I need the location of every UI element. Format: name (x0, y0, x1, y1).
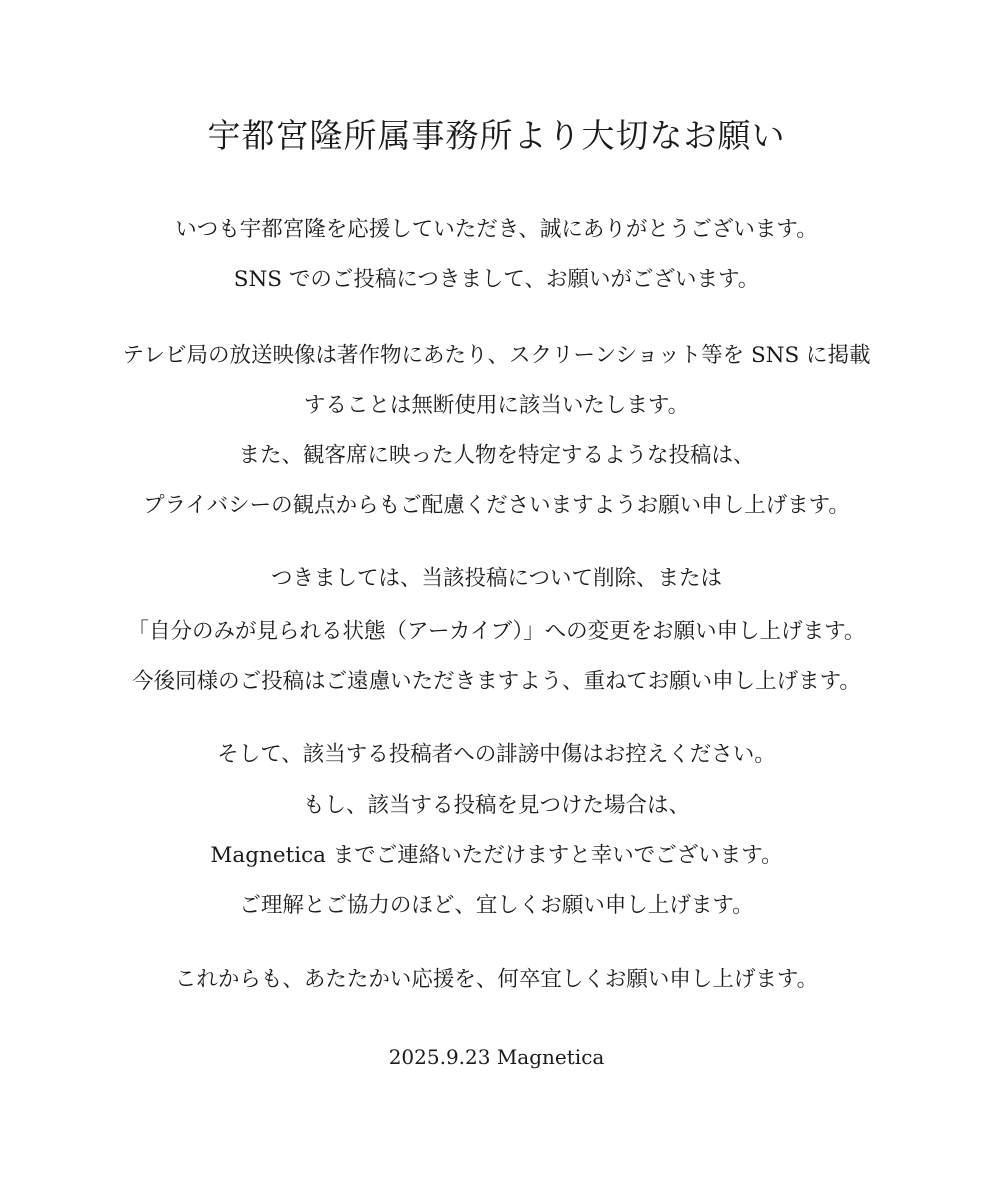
text-line: テレビ局の放送映像は著作物にあたり、スクリーンショット等を SNS に掲載 (122, 343, 871, 368)
text-line: SNS でのご投稿につきまして、お願いがございます。 (233, 267, 760, 292)
text-line: 「自分のみが見られる状態（アーカイブ）」への変更をお願い申し上げます。 (127, 619, 866, 644)
notice-title: 宇都宮隆所属事務所より大切なお願い (207, 116, 786, 155)
signature-date: 2025.9.23 Magnetica (388, 1045, 605, 1069)
text-line: 今後同様のご投稿はご遠慮いただきますよう、重ねてお願い申し上げます。 (132, 669, 861, 694)
text-line: つきましては、当該投稿について削除、または (270, 566, 723, 591)
text-line: ご理解とご協力のほど、宜しくお願い申し上げます。 (239, 893, 754, 918)
text-line: いつも宇都宮隆を応援していただき、誠にありがとうございます。 (175, 217, 818, 242)
text-line: Magnetica までご連絡いただけますと幸いでございます。 (210, 843, 783, 868)
text-line: プライバシーの観点からもご配慮くださいますようお願い申し上げます。 (143, 493, 850, 518)
text-line: もし、該当する投稿を見つけた場合は、 (302, 793, 690, 818)
text-line: そして、該当する投稿者への誹謗中傷はお控えください。 (217, 742, 776, 767)
text-line: また、観客席に映った人物を特定するような投稿は、 (238, 443, 755, 468)
text-line: これからも、あたたかい応援を、何卒宜しくお願い申し上げます。 (174, 967, 819, 992)
text-line: することは無断使用に該当いたします。 (303, 393, 690, 418)
